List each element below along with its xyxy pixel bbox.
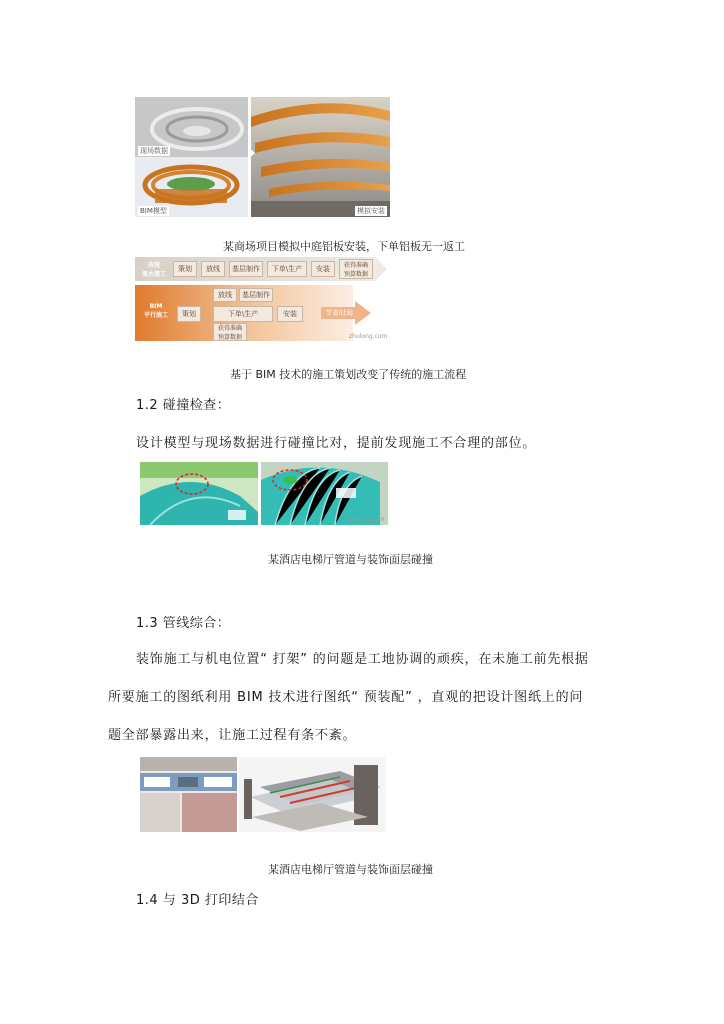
figure-process-diagram (135, 255, 390, 343)
section-1-2-heading: 1.2 碰撞检查： (136, 398, 231, 413)
bim-step-layout: 放线 (213, 288, 237, 302)
time-saved-label: 节省时间 (325, 309, 353, 317)
pipe-caption: 某酒店电梯厅管道与装饰面层碰撞 (268, 863, 433, 876)
label-onsite-data: 现场数据 (140, 147, 168, 155)
bim-step-plan: 策划 (177, 306, 201, 322)
section-1-3-line-2: 所要施工的图纸利用 BIM 技术进行图纸“ 预装配” ，直观的把设计图纸上的问 (108, 690, 584, 705)
bim-label: BIM 平行施工 (143, 303, 168, 319)
trad-step-plan: 策划 (173, 261, 197, 277)
trad-step-layout: 放线 (201, 261, 225, 277)
bim-step-budget: 获得准确 预算数据 (213, 323, 247, 341)
section-1-3-line-1: 装饰施工与机电位置“ 打架” 的问题是工地协调的顽疾，在未施工前先根据 (136, 652, 589, 667)
trad-step-budget: 获得准确 预算数据 (339, 259, 373, 279)
figure-pipe-integration (140, 757, 385, 832)
collision-image-watermark: zhulong.com (346, 516, 385, 523)
bim-step-order: 下单\生产 (213, 306, 273, 322)
trad-step-base: 基层制作 (229, 261, 263, 277)
bim-step-base: 基层制作 (239, 288, 273, 302)
section-1-2-paragraph: 设计模型与现场数据进行碰撞比对，提前发现施工不合理的部位。 (136, 436, 537, 451)
figure-collision-check (140, 462, 388, 525)
pipe-integration-image (140, 757, 385, 832)
trad-step-install: 安装 (311, 261, 335, 277)
collision-caption: 某酒店电梯厅管道与装饰面层碰撞 (268, 553, 433, 566)
section-1-3-line-3: 题全部暴露出来，让施工过程有条不紊。 (108, 728, 357, 743)
figure-mall-atrium (135, 97, 390, 217)
trad-step-order: 下单\生产 (267, 261, 307, 277)
section-1-3-heading: 1.3 管线综合： (136, 616, 231, 631)
figure2-caption: 基于 BIM 技术的施工策划改变了传统的施工流程 (230, 368, 467, 381)
label-simulated-install: 模拟安装 (357, 207, 385, 215)
label-bim-model: BIM模型 (140, 207, 167, 215)
process-diagram-watermark: zhulong.com (349, 333, 388, 340)
atrium-collage-image (135, 97, 390, 217)
section-1-4-heading: 1.4 与 3D 打印结合 (136, 893, 259, 908)
figure1-caption: 某商场项目模拟中庭铝板安装，下单铝板无一返工 (223, 240, 465, 253)
bim-step-install: 安装 (277, 306, 303, 322)
traditional-label: 传统 流水施工 (141, 262, 166, 278)
